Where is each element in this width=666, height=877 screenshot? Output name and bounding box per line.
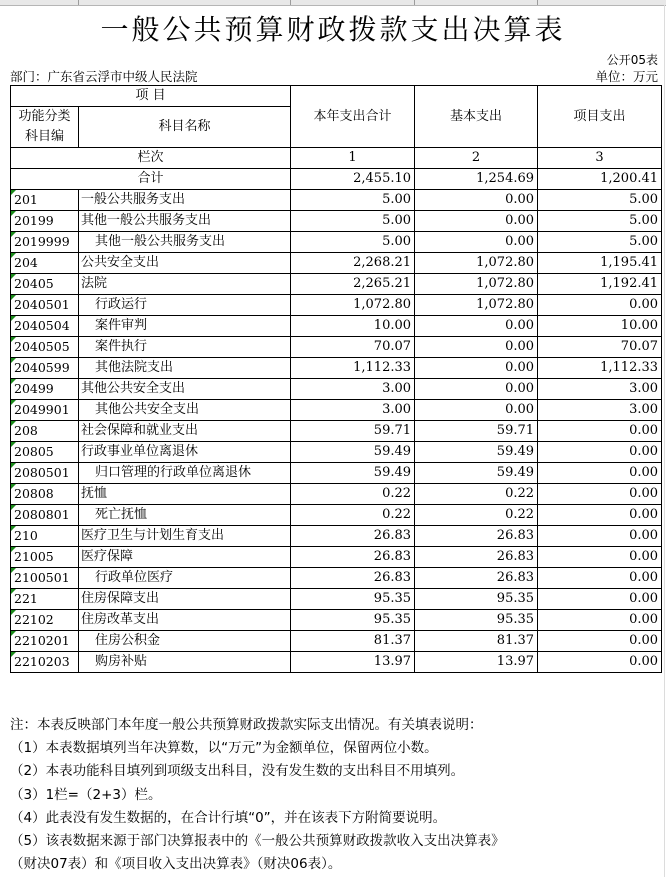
row-subject-name: 住房公积金 xyxy=(79,631,291,652)
row-project: 0.00 xyxy=(538,484,662,505)
row-subject-name: 案件审判 xyxy=(79,316,291,337)
col-project-header: 项目支出 xyxy=(538,86,662,148)
table-row xyxy=(11,337,662,358)
row-subject-name: 公共安全支出 xyxy=(79,253,291,274)
expenditure-table xyxy=(10,85,662,673)
row-code: 2049901 xyxy=(11,400,79,421)
row-total: 3.00 xyxy=(291,400,415,421)
row-basic: 59.49 xyxy=(415,463,538,484)
row-subject-name: 行政单位医疗 xyxy=(79,568,291,589)
table-row xyxy=(11,316,662,337)
row-subject-name: 其他法院支出 xyxy=(79,358,291,379)
row-basic: 13.97 xyxy=(415,652,538,673)
row-subject-name: 其他一般公共服务支出 xyxy=(79,232,291,253)
row-subject-name: 医疗保障 xyxy=(79,547,291,568)
row-basic: 1,072.80 xyxy=(415,274,538,295)
table-row xyxy=(11,505,662,526)
col-total-header: 本年支出合计 xyxy=(291,86,415,148)
row-total: 2,268.21 xyxy=(291,253,415,274)
row-total: 59.71 xyxy=(291,421,415,442)
row-project: 0.00 xyxy=(538,631,662,652)
row-project: 0.00 xyxy=(538,568,662,589)
table-row xyxy=(11,190,662,211)
table-row xyxy=(11,274,662,295)
row-basic: 0.00 xyxy=(415,337,538,358)
row-total: 81.37 xyxy=(291,631,415,652)
note-line: （5）该表数据来源于部门决算报表中的《一般公共预算财政拨款收入支出决算表》 xyxy=(10,833,505,850)
row-code: 2210201 xyxy=(11,631,79,652)
row-project: 3.00 xyxy=(538,400,662,421)
col-no-2: 2 xyxy=(415,148,538,169)
row-basic: 0.22 xyxy=(415,505,538,526)
row-basic: 59.49 xyxy=(415,442,538,463)
row-total: 59.49 xyxy=(291,442,415,463)
row-project: 0.00 xyxy=(538,505,662,526)
table-row xyxy=(11,610,662,631)
row-basic: 0.00 xyxy=(415,379,538,400)
row-code: 210 xyxy=(11,526,79,547)
row-total: 5.00 xyxy=(291,211,415,232)
row-basic: 59.71 xyxy=(415,421,538,442)
row-subject-name: 抚恤 xyxy=(79,484,291,505)
func-class-header: 功能分类科目编 xyxy=(11,107,79,148)
row-subject-name: 行政事业单位离退休 xyxy=(79,442,291,463)
row-subject-name: 其他公共安全支出 xyxy=(79,400,291,421)
row-project: 1,195.41 xyxy=(538,253,662,274)
row-subject-name: 行政运行 xyxy=(79,295,291,316)
row-basic: 1,072.80 xyxy=(415,295,538,316)
note-line: （2）本表功能科目填列到项级支出科目，没有发生数的支出科目不用填列。 xyxy=(10,763,465,780)
row-code: 20199 xyxy=(11,211,79,232)
row-project: 10.00 xyxy=(538,316,662,337)
row-project: 3.00 xyxy=(538,379,662,400)
row-total: 1,112.33 xyxy=(291,358,415,379)
department-label: 部门：广东省云浮市中级人民法院 xyxy=(10,69,198,84)
row-total: 59.49 xyxy=(291,463,415,484)
table-row xyxy=(11,232,662,253)
row-subject-name: 社会保障和就业支出 xyxy=(79,421,291,442)
lanci-header: 栏次 xyxy=(11,148,291,169)
footnotes xyxy=(10,714,660,876)
table-row xyxy=(11,547,662,568)
table-row xyxy=(11,484,662,505)
table-row xyxy=(11,400,662,421)
row-project: 0.00 xyxy=(538,526,662,547)
row-subject-name: 其他公共安全支出 xyxy=(79,379,291,400)
form-code: 公开05表 xyxy=(606,53,658,67)
row-project: 0.00 xyxy=(538,463,662,484)
total-project: 1,200.41 xyxy=(538,169,662,190)
row-basic: 26.83 xyxy=(415,547,538,568)
row-basic: 81.37 xyxy=(415,631,538,652)
row-total: 0.22 xyxy=(291,484,415,505)
row-subject-name: 法院 xyxy=(79,274,291,295)
total-label: 合计 xyxy=(11,169,291,190)
row-basic: 0.00 xyxy=(415,232,538,253)
page-title: 一般公共预算财政拨款支出决算表 xyxy=(100,13,566,46)
row-subject-name: 医疗卫生与计划生育支出 xyxy=(79,526,291,547)
row-subject-name: 住房改革支出 xyxy=(79,610,291,631)
row-total: 26.83 xyxy=(291,547,415,568)
row-basic: 0.22 xyxy=(415,484,538,505)
row-total: 13.97 xyxy=(291,652,415,673)
row-subject-name: 住房保障支出 xyxy=(79,589,291,610)
row-project: 70.07 xyxy=(538,337,662,358)
table-row xyxy=(11,652,662,673)
row-basic: 1,072.80 xyxy=(415,253,538,274)
row-subject-name: 死亡抚恤 xyxy=(79,505,291,526)
row-project: 0.00 xyxy=(538,421,662,442)
row-basic: 95.35 xyxy=(415,589,538,610)
table-row xyxy=(11,379,662,400)
table-row xyxy=(11,568,662,589)
item-group-header: 项 目 xyxy=(11,86,291,107)
row-project: 1,112.33 xyxy=(538,358,662,379)
row-project: 5.00 xyxy=(538,190,662,211)
row-project: 0.00 xyxy=(538,589,662,610)
row-project: 5.00 xyxy=(538,211,662,232)
table-row xyxy=(11,463,662,484)
note-line: （3）1栏=（2+3）栏。 xyxy=(10,786,162,803)
sheet-gridline xyxy=(664,5,665,877)
column-header-strip xyxy=(0,0,666,6)
unit-label: 单位：万元 xyxy=(595,69,658,84)
row-code: 201 xyxy=(11,190,79,211)
table-row xyxy=(11,589,662,610)
table-row xyxy=(11,211,662,232)
row-code: 20808 xyxy=(11,484,79,505)
row-subject-name: 案件执行 xyxy=(79,337,291,358)
total-sum: 2,455.10 xyxy=(291,169,415,190)
row-code: 2040501 xyxy=(11,295,79,316)
row-code: 22102 xyxy=(11,610,79,631)
row-code: 2210203 xyxy=(11,652,79,673)
row-project: 0.00 xyxy=(538,610,662,631)
row-total: 26.83 xyxy=(291,526,415,547)
row-total: 2,265.21 xyxy=(291,274,415,295)
row-total: 10.00 xyxy=(291,316,415,337)
row-code: 20805 xyxy=(11,442,79,463)
row-total: 5.00 xyxy=(291,232,415,253)
row-code: 21005 xyxy=(11,547,79,568)
row-code: 221 xyxy=(11,589,79,610)
row-project: 1,192.41 xyxy=(538,274,662,295)
row-basic: 26.83 xyxy=(415,526,538,547)
row-project: 0.00 xyxy=(538,652,662,673)
row-basic: 95.35 xyxy=(415,610,538,631)
row-total: 3.00 xyxy=(291,379,415,400)
col-no-3: 3 xyxy=(538,148,662,169)
row-subject-name: 归口管理的行政单位离退休 xyxy=(79,463,291,484)
row-basic: 0.00 xyxy=(415,400,538,421)
row-code: 2100501 xyxy=(11,568,79,589)
row-basic: 0.00 xyxy=(415,316,538,337)
note-line: 注：本表反映部门本年度一般公共预算财政拨款实际支出情况。有关填表说明： xyxy=(10,717,483,733)
row-code: 2040505 xyxy=(11,337,79,358)
row-code: 2019999 xyxy=(11,232,79,253)
note-line: （财决07表）和《项目收入支出决算表》（财决06表）。 xyxy=(10,856,342,873)
row-project: 0.00 xyxy=(538,442,662,463)
row-total: 26.83 xyxy=(291,568,415,589)
col-no-1: 1 xyxy=(291,148,415,169)
row-code: 20405 xyxy=(11,274,79,295)
row-project: 0.00 xyxy=(538,295,662,316)
row-subject-name: 一般公共服务支出 xyxy=(79,190,291,211)
subject-name-header: 科目名称 xyxy=(79,107,291,148)
row-code: 208 xyxy=(11,421,79,442)
row-project: 5.00 xyxy=(538,232,662,253)
row-code: 204 xyxy=(11,253,79,274)
table-row xyxy=(11,442,662,463)
row-code: 2040504 xyxy=(11,316,79,337)
row-basic: 0.00 xyxy=(415,358,538,379)
row-code: 2080801 xyxy=(11,505,79,526)
row-total: 95.35 xyxy=(291,610,415,631)
row-total: 70.07 xyxy=(291,337,415,358)
row-code: 2080501 xyxy=(11,463,79,484)
row-code: 2040599 xyxy=(11,358,79,379)
table-row xyxy=(11,631,662,652)
row-basic: 26.83 xyxy=(415,568,538,589)
row-project: 0.00 xyxy=(538,547,662,568)
row-basic: 0.00 xyxy=(415,211,538,232)
row-basic: 0.00 xyxy=(415,190,538,211)
row-total: 0.22 xyxy=(291,505,415,526)
row-subject-name: 其他一般公共服务支出 xyxy=(79,211,291,232)
row-total: 1,072.80 xyxy=(291,295,415,316)
row-total: 5.00 xyxy=(291,190,415,211)
table-row xyxy=(11,526,662,547)
row-total: 95.35 xyxy=(291,589,415,610)
total-basic: 1,254.69 xyxy=(415,169,538,190)
row-subject-name: 购房补贴 xyxy=(79,652,291,673)
note-line: （4）此表没有发生数据的，在合计行填“0”，并在该表下方附简要说明。 xyxy=(10,809,447,826)
table-row xyxy=(11,421,662,442)
total-row xyxy=(11,169,662,190)
table-row xyxy=(11,295,662,316)
col-basic-header: 基本支出 xyxy=(415,86,538,148)
row-code: 20499 xyxy=(11,379,79,400)
table-row xyxy=(11,358,662,379)
table-row xyxy=(11,253,662,274)
note-line: （1）本表数据填列当年决算数，以“万元”为金额单位，保留两位小数。 xyxy=(10,740,438,757)
